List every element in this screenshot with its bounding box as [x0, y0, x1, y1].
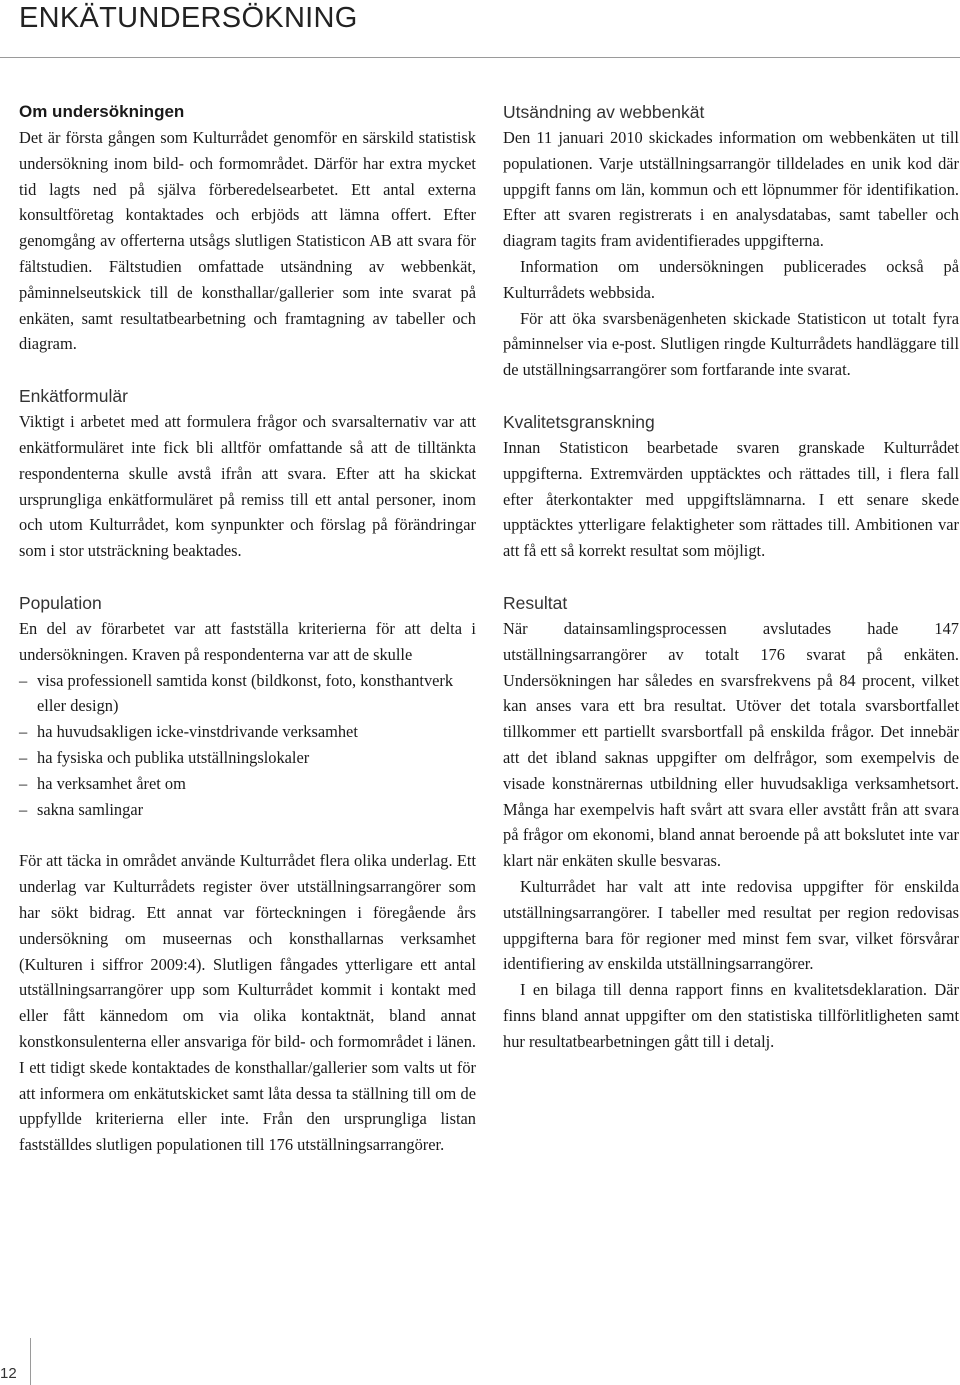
paragraph: För att täcka in området använde Kulturrådet flera olika underlag. Ett underlag var Kulturrådets register över utställningsarrangörer som har sökt bidrag. Ett annat var förteckningen i föregående års undersökning om museernas och konsthallarnas verksamhet (Kulturen i siffror 2009:4). Slutligen fångades ytterligare ett antal utställningsarrangörer upp som Kulturrådet kommit i kontakt med eller fått kännedom om via olika kontaktnät, bland annat konstkonsulenterna eller ansvariga för bild- och formområdet i länen. I ett tidigt skede kontaktades de konsthallar/gallerier som valts ut för att informera om enkätutskicket samt låta dessa ta ställning till om de uppfyllde kriterierna eller inte. Från den ursprungliga listan fastställdes slutligen populationen till 176 utställningsarrangörer. [19, 851, 476, 1155]
paragraph: Viktigt i arbetet med att formulera frågor och svarsalternativ var att enkätformuläret inte fick bli alltför omfattande så att de tilltänkta respondenterna skulle avstå ifrån att svara. Efter att ha skickat ursprungliga enkätformuläret på remiss till ett antal personer, inom och utom Kulturrådet, kom synpunkter och förslag på förändringar som i stor utsträckning beaktades. [19, 412, 476, 561]
section-resultat [503, 590, 959, 1055]
paragraph: Det är första gången som Kulturrådet genomför en särskild statistisk undersökning inom bild- och formområdet. Därför har extra mycket tid lagts ned på själva förberedelsearbetet. Ett antal externa konsultföretag kontaktades och erbjöds att lämna offert. Efter genomgång av offerterna utsågs slutligen Statisticon AB att svara för fältstudien. Fältstudien omfattade utsändning av webbenkät, påminnelseutskick till de konsthallar/gallerier som inte svarat på enkäten, samt resultatbearbetning och framtagning av tabeller och diagram. [19, 128, 476, 354]
section-heading: Population [19, 592, 102, 613]
paragraph: Innan Statisticon bearbetade svaren granskade Kulturrådet uppgifterna. Extremvärden upptäcktes och rättades till, i flera fall efter återkontakter med uppgiftslämnarna. I ett senare skede upptäcktes ytterligare felaktigheter som rättades till. Ambitionen var att få ett så korrekt resultat som möjligt. [503, 437, 959, 561]
paragraph: I en bilaga till denna rapport finns en kvalitetsdeklaration. Där finns bland annat uppgifter om den statistiska tillförlitligheten samt hur resultatbearbetningen gått till i detalj. [503, 980, 959, 1051]
section-utsandning [503, 99, 959, 383]
left-column [19, 99, 476, 1184]
paragraph: Information om undersökningen publicerades också på Kulturrådets webbsida. [503, 256, 959, 302]
paragraph: För att öka svarsbenägenheten skickade Statisticon ut totalt fyra påminnelser via e-post. Slutligen ringde Kulturrådets handläggare till de utställningsarrangörer som fortfarande inte svarat. [503, 308, 959, 380]
criteria-list [19, 668, 476, 823]
list-item: – sakna samlingar [19, 797, 476, 823]
title-divider [0, 57, 960, 58]
paragraph: En del av förarbetet var att fastställa kriterierna för att delta i undersökningen. Kraven på respondenterna var att de skulle [19, 618, 476, 664]
list-item: – ha verksamhet året om [19, 771, 476, 797]
page-number: 12 [0, 1365, 17, 1382]
section-heading: Enkätformulär [19, 386, 128, 407]
section-heading: Utsändning av webbenkät [503, 102, 705, 122]
paragraph: Den 11 januari 2010 skickades information om webbenkäten ut till populationen. Varje utställningsarrangör tilldelades en unik kod där uppgift fanns om län, kommun och ett löpnummer för identifikation. Efter att svaren registrerats i en analysdatabas, samt tabeller och diagram tagits fram avidentifierades uppgifterna. [503, 128, 959, 251]
section-kvalitetsgranskning [503, 409, 959, 564]
paragraph: När datainsamlingsprocessen avslutades hade 147 utställningsarrangörer av totalt 176 svarat på enkäten. Undersökningen har således en svarsfrekvens på 84 procent, vilket kan anses vara ett bra resultat. Utöver det totala svarsbortfallet tillkommer ett partiellt svarsbortfall på enskilda frågor. Det innebär att det ibland saknas uppgifter om delfrågor, som exempelvis de visade konstnärernas utbildning eller huvudsakliga verksamhetsort. Många har exempelvis haft svårt att svara eller avstått från att svara på frågor om ekonomi, bland annat beroende på att bokslutet inte var klart när enkäten skulle besvaras. [503, 618, 959, 871]
page-number-divider [30, 1338, 31, 1385]
section-heading: Resultat [503, 592, 568, 613]
paragraph: Kulturrådet har valt att inte redovisa uppgifter för enskilda utställningsarrangörer. I tabeller med resultat per region redovisas uppgifterna bara för regioner med minst fem svar, vilket försvårar identifiering av enskilda utställningsarrangörer. [503, 876, 959, 974]
list-item: – visa professionell samtida konst (bildkonst, foto, konsthantverk eller design) [19, 668, 476, 720]
list-item: – ha fysiska och publika utställningslokaler [19, 745, 476, 771]
page-title: ENKÄTUNDERSÖKNING [19, 2, 358, 34]
section-enkatformular [19, 383, 476, 564]
section-population [19, 590, 476, 1158]
list-item: – ha huvudsakligen icke-vinstdrivande verksamhet [19, 719, 476, 745]
section-heading: Om undersökningen [19, 102, 185, 121]
section-heading: Kvalitetsgranskning [503, 411, 655, 432]
right-column [503, 99, 959, 1081]
section-om-undersokningen [19, 99, 476, 357]
